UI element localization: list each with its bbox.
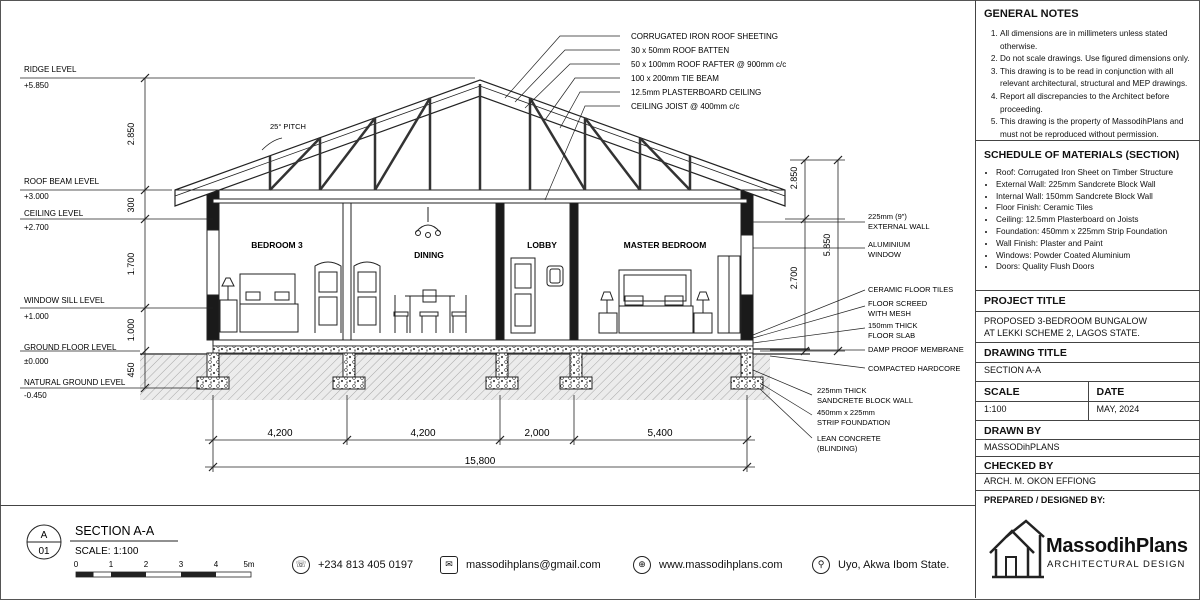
roof-callout: CEILING JOIST @ 400mm c/c [631,102,740,111]
level-name: NATURAL GROUND LEVEL [24,378,126,387]
drawn-by-text: MASSODihPLANS [984,442,1060,452]
bedroom-3-furniture [220,274,298,332]
general-notes-section [976,0,1200,141]
date-label: DATE [1088,382,1200,401]
bottom-dim: 4,200 [267,428,293,439]
phone-text: +234 813 405 0197 [318,559,414,571]
scale-bar-label: 3 [178,560,184,569]
email-text: massodihplans@gmail.com [466,559,601,571]
level-value: +5.850 [24,81,49,90]
schedule-item: • Floor Finish: Ceramic Tiles [996,202,1194,214]
drawing-title-header [976,343,1200,363]
schedule-item: • Foundation: 450mm x 225mm Strip Foundation [996,226,1194,238]
room-label-bedroom-3: BEDROOM 3 [251,240,303,250]
callout-hardcore: COMPACTED HARDCORE [868,364,961,373]
schedule-item: • Doors: Quality Flush Doors [996,261,1194,273]
general-note: 3. This drawing is to be read in conjunction with all relevant architectural, structural and MEP drawings. [1000,66,1194,91]
callout-screed: FLOOR SCREED [868,299,928,308]
contact-phone[interactable] [292,555,413,575]
globe-icon: ⊕ [633,556,651,574]
bottom-dimensions [267,428,672,467]
schedule-item: • Windows: Powder Coated Aluminium [996,250,1194,262]
project-title-label: PROJECT TITLE [984,295,1066,307]
level-name: WINDOW SILL LEVEL [24,296,105,305]
scale-label: SCALE [984,386,1020,398]
email-icon: ✉ [440,556,458,574]
project-title-header [976,291,1200,312]
general-note: 4. Report all discrepancies to the Architect before proceeding. [1000,91,1194,116]
project-title-value [976,312,1200,343]
schedule-item: • External Wall: 225mm Sandcrete Block Wall [996,179,1194,191]
level-value: -0.450 [24,391,47,400]
floor-slab [213,340,753,346]
callout-slab: FLOOR SLAB [868,331,916,340]
callout-external-wall: 225mm (9") [868,212,907,221]
title-block-panel [975,0,1200,598]
section-scale: SCALE: 1:100 [75,546,139,557]
level-value: +1.000 [24,312,49,321]
total-dim: 15,800 [464,456,496,467]
checked-by-label: CHECKED BY [984,460,1054,472]
schedule-section [976,141,1200,291]
scale-bar-label: 4 [213,560,219,569]
left-dim: 450 [126,362,136,378]
room-label-lobby: LOBBY [527,240,557,250]
prepared-by-section [976,491,1200,598]
schedule-list [976,167,1200,273]
date-value: MAY, 2024 [1088,402,1200,420]
roof-callout: 12.5mm PLASTERBOARD CEILING [631,88,762,97]
drawing-title-value [976,363,1200,382]
left-dimensions [126,123,136,378]
roof-callout: 50 x 100mm ROOF RAFTER @ 900mm c/c [631,60,787,69]
section-title: SECTION A-A [75,524,155,538]
roof-callout: 30 x 50mm ROOF BATTEN [631,46,730,55]
logo-name: MassodihPlans [1046,535,1188,557]
bottom-dim: 4,200 [410,428,436,439]
lobby-furniture [511,258,563,333]
callout-blinding: (BLINDING) [817,444,858,453]
callout-block: 225mm THICK [817,386,867,395]
prepared-by-label: PREPARED / DESIGNED BY: [984,495,1106,505]
drawn-by-header [976,421,1200,440]
scale-bar-label: 5m [243,560,255,569]
general-notes-list [976,28,1200,141]
house-logo-icon [986,517,1046,581]
roof-callouts [631,32,786,111]
general-note: 5. This drawing is the property of MassodihPlans and must not be reproduced without permission. [1000,116,1194,141]
section-title-block [0,505,975,598]
checked-by-text: ARCH. M. OKON EFFIONG [984,476,1097,486]
room-label-master-bedroom: MASTER BEDROOM [623,240,707,250]
general-note: 2. Do not scale drawings. Use figured dimensions only. [1000,53,1194,66]
section-badge-bottom: 01 [38,546,50,557]
callout-window: ALUMINIUM [868,240,911,249]
section-badge-top: A [40,530,48,541]
project-title-line: PROPOSED 3-BEDROOM BUNGALOW [984,316,1148,326]
left-dim: 1.000 [126,318,136,342]
web-text: www.massodihplans.com [659,559,783,571]
bottom-dim: 2,000 [524,428,550,439]
schedule-item: • Internal Wall: 150mm Sandcrete Block Wall [996,191,1194,203]
scale-bar-label: 0 [73,560,79,569]
drawing-title-label: DRAWING TITLE [984,347,1067,359]
callout-strip: STRIP FOUNDATION [817,418,891,427]
room-label-dining: DINING [414,250,444,260]
contact-email[interactable] [440,555,601,575]
door-bedroom-3 [315,262,341,333]
roof-callout: CORRUGATED IRON ROOF SHEETING [631,32,778,41]
location-text: Uyo, Akwa Ibom State. [838,559,950,571]
schedule-item: • Roof: Corrugated Iron Sheet on Timber Structure [996,167,1194,179]
contact-web[interactable] [633,555,783,575]
general-note: 1. All dimensions are in millimeters unless stated otherwise. [1000,28,1194,53]
right-dim: 2.850 [789,166,799,190]
door-dining [354,262,380,333]
scale-bar [74,560,255,577]
hardcore [213,346,753,353]
right-dim: 5.850 [822,233,832,257]
location-pin-icon: ⚲ [812,556,830,574]
level-labels [24,65,126,400]
right-dimensions [789,167,832,290]
tie-beam [213,199,747,203]
callout-external-wall: EXTERNAL WALL [868,222,930,231]
scale-bar-label: 2 [143,560,149,569]
scale-date-values [976,402,1200,421]
project-title-line: AT LEKKI SCHEME 2, LAGOS STATE. [984,328,1140,338]
drawn-by-value [976,440,1200,457]
callout-dpm: DAMP PROOF MEMBRANE [868,345,964,354]
schedule-item: • Wall Finish: Plaster and Paint [996,238,1194,250]
schedule-item: • Ceiling: 12.5mm Plasterboard on Joists [996,214,1194,226]
level-value: +2.700 [24,223,49,232]
level-value: +3.000 [24,192,49,201]
schedule-title: SCHEDULE OF MATERIALS (SECTION) [984,149,1180,161]
bottom-dim: 5,400 [647,428,673,439]
drawing-title-text: SECTION A-A [984,365,1042,375]
level-name: CEILING LEVEL [24,209,84,218]
callout-window: WINDOW [868,250,901,259]
general-notes-title: GENERAL NOTES [984,8,1079,20]
right-dim: 2.700 [789,266,799,290]
logo-tagline: ARCHITECTURAL DESIGN [1047,559,1186,570]
level-name: ROOF BEAM LEVEL [24,177,100,186]
checked-by-header [976,457,1200,474]
level-value: ±0.000 [24,357,49,366]
phone-icon: ☏ [292,556,310,574]
left-dim: 2.850 [126,122,136,146]
level-name: RIDGE LEVEL [24,65,77,74]
callout-blinding: LEAN CONCRETE [817,434,881,443]
right-callout-leaders [753,222,865,438]
roof-callout: 100 x 200mm TIE BEAM [631,74,719,83]
callout-screed: WITH MESH [868,309,911,318]
contact-location [812,555,949,575]
pitch-label: 25° PITCH [270,122,306,131]
callout-tiles: CERAMIC FLOOR TILES [868,285,954,294]
callout-slab: 150mm THICK [868,321,918,330]
dining-furniture [394,207,466,333]
left-dim: 300 [126,197,136,213]
checked-by-value [976,474,1200,491]
roof [175,80,785,206]
drawn-by-label: DRAWN BY [984,425,1042,437]
scale-date-header [976,382,1200,402]
scale-value: 1:100 [984,404,1007,414]
callout-strip: 450mm x 225mm [817,408,875,417]
scale-bar-label: 1 [108,560,114,569]
master-bedroom-furniture [599,256,740,333]
level-name: GROUND FLOOR LEVEL [24,343,117,352]
callout-block: SANDCRETE BLOCK WALL [817,396,913,405]
left-dim: 1.700 [126,252,136,276]
